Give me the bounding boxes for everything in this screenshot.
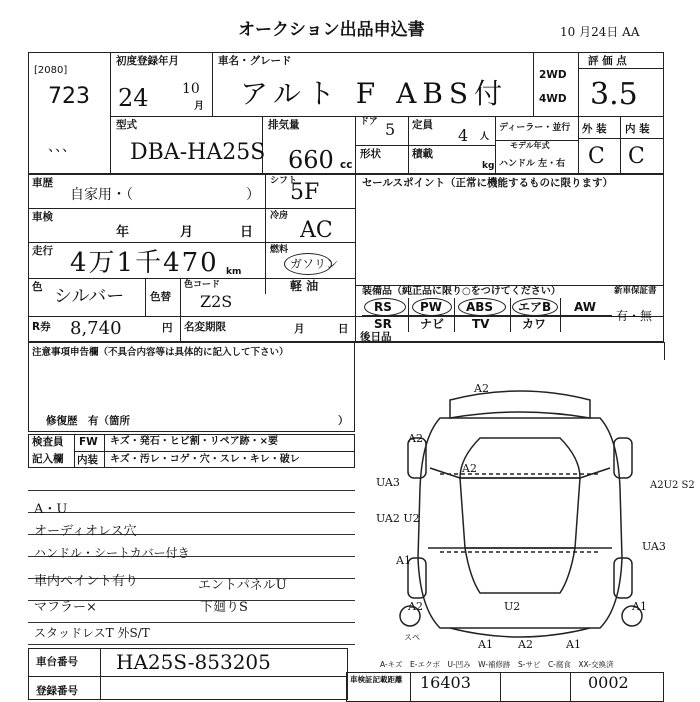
diagram-mark-5: UA2 U2	[376, 512, 420, 525]
mileage-label: 走行	[32, 245, 53, 257]
model-year-label: モデル年式	[510, 141, 550, 150]
equip-navi: ナビ	[420, 317, 445, 331]
grade-label: 評 価 点	[588, 55, 627, 67]
exterior-grade: C	[588, 144, 605, 169]
usage-label: 車歴	[32, 177, 53, 189]
shape-label: 形状	[360, 148, 381, 160]
inspector-int-text: キズ・汚レ・コゲ・穴・スレ・キレ・破レ	[110, 454, 300, 465]
usage-value: 自家用・（	[70, 187, 133, 203]
diagram-mark-6: A1	[396, 554, 411, 567]
equip-abs: ABS	[466, 300, 494, 314]
sheet-date: 10 月24日 AA	[560, 25, 640, 39]
equip-aw: AW	[574, 300, 596, 314]
equip-circle-airbag	[512, 298, 558, 316]
lot-id: [2080]	[34, 65, 68, 76]
shift-label: シフト	[270, 176, 298, 186]
capacity-unit: 人	[480, 132, 490, 142]
interior-label: 内 装	[625, 123, 650, 135]
2wd-label: 2WD	[539, 69, 567, 81]
note-right-2: 下廻りS	[200, 600, 248, 615]
mileage-value: 4万1千470	[70, 248, 219, 278]
recycle-unit: 円	[162, 322, 173, 334]
shift-value: 5F	[290, 180, 320, 205]
grade-value: 3.5	[590, 77, 638, 112]
dealer-label: ディーラー・並行	[499, 123, 571, 133]
aircon-value: AC	[300, 218, 333, 243]
model-label: 型式	[116, 119, 137, 131]
name-change-label: 名変期限	[184, 321, 226, 333]
load-label: 積載	[412, 148, 433, 160]
sheet-title: オークション出品申込書	[238, 20, 425, 40]
recycle-label: R券	[32, 321, 51, 333]
inspection-day: 日	[240, 225, 254, 240]
reg-no-label: 登録番号	[36, 685, 78, 697]
equip-rs: RS	[374, 300, 392, 314]
equipment-grid	[362, 298, 612, 332]
warranty-label: 新車保証書	[614, 286, 657, 296]
displacement-label: 排気量	[268, 119, 300, 131]
caution-label: 注意事項申告欄（不具合内容等は具体的に記入して下さい）	[32, 347, 289, 358]
equip-pw: PW	[420, 300, 443, 314]
chassis-label: 車台番号	[36, 656, 78, 668]
note-5: マフラー×	[34, 600, 97, 615]
first-reg-month: 10	[182, 81, 200, 97]
inspection-year: 年	[116, 225, 130, 240]
footer-label-1: 車検証記載距離	[350, 675, 403, 684]
diagram-legend: A-キズ E-エクボ U-凹み W-補修跡 S-サビ C-腐食 XX-交換済	[380, 660, 614, 669]
footer-value-2: 0002	[588, 673, 629, 692]
displacement-value: 660	[288, 146, 334, 174]
inspector-entry-label: 記入欄	[32, 453, 64, 465]
recycle-value: 8,740	[70, 318, 122, 339]
inspection-month: 月	[180, 225, 194, 240]
model-value: DBA-HA25S	[130, 140, 266, 165]
repair-close: ）	[338, 415, 349, 427]
mileage-unit: km	[226, 267, 242, 277]
equip-leather: カワ	[522, 317, 547, 331]
first-reg-month-suffix: 月	[194, 101, 204, 112]
displacement-unit: cc	[340, 159, 353, 171]
fuel-gasoline: ガソリン	[290, 257, 339, 271]
diagram-mark-13: A2	[518, 638, 533, 651]
diagram-mark-8: A2U2 S2	[650, 480, 695, 491]
usage-close: ）	[246, 187, 260, 203]
car-damage-diagram	[370, 378, 695, 668]
equip-circle-rs	[364, 298, 406, 316]
inspector-label: 検査員	[32, 436, 64, 448]
equipment-label: 装備品（純正品に限り○をつけてください）	[362, 286, 561, 297]
diagram-mark-10: U2	[504, 600, 521, 613]
diagram-mark-1: A2	[474, 382, 489, 395]
note-2: オーディオレス穴	[34, 524, 137, 539]
chassis-value: HA25S-853205	[116, 650, 271, 674]
color-change-label: 色替	[150, 291, 171, 303]
diagram-mark-12: A1	[478, 638, 493, 651]
inspector-fw: FW	[79, 436, 98, 448]
model-marks: 、、、	[48, 139, 76, 155]
note-4: 車内ペイント有り	[34, 574, 139, 589]
fuel-gasoline-circle	[284, 253, 332, 275]
door-value: 5	[385, 120, 396, 139]
equip-sr: SR	[374, 317, 392, 331]
door-label: ドア	[360, 117, 378, 127]
fuel-label: 燃料	[270, 245, 289, 255]
note-right-1: エントパネルU	[198, 578, 287, 593]
aircon-label: 冷房	[270, 211, 289, 221]
name-change-day: 日	[338, 323, 349, 335]
color-code-label: 色コード	[184, 280, 221, 290]
sales-point-label: セールスポイント（正常に機能するものに限ります）	[362, 177, 614, 189]
equip-tv: TV	[472, 317, 490, 331]
repair-label: 修復歴 有（箇所	[46, 415, 130, 427]
name-change-month: 月	[294, 323, 305, 335]
diagram-mark-4: UA3	[376, 476, 400, 489]
inspection-label: 車検	[32, 211, 53, 223]
color-value: シルバー	[54, 286, 125, 307]
color-label: 色	[32, 281, 43, 293]
exterior-label: 外 装	[582, 123, 607, 135]
equip-circle-pw	[412, 298, 452, 316]
car-name-label: 車名・グレード	[218, 55, 292, 67]
note-6: スタッドレスT 外S/T	[34, 626, 150, 640]
diagram-mark-3: A2	[462, 462, 477, 475]
first-reg-year: 24	[118, 84, 149, 112]
fuel-diesel: 軽 油	[290, 279, 319, 293]
diagram-mark-9: A2	[408, 600, 423, 613]
warranty-value: 有・無	[616, 309, 653, 323]
equip-airbag: エアB	[518, 300, 552, 314]
diagram-mark-11: A1	[632, 600, 647, 613]
first-reg-label: 初度登録年月	[116, 55, 179, 67]
capacity-label: 定員	[412, 119, 433, 131]
footer-value-1: 16403	[420, 673, 471, 692]
color-code-value: Z2S	[200, 292, 233, 311]
note-1: A・U	[34, 502, 68, 517]
diagram-mark-14: A1	[566, 638, 581, 651]
handle-label: ハンドル 左・右	[499, 159, 566, 169]
capacity-value: 4	[458, 126, 469, 145]
diagram-mark-2: A2	[408, 432, 423, 445]
interior-grade: C	[628, 144, 645, 169]
load-unit: kg	[482, 161, 495, 171]
top-block	[28, 52, 664, 174]
4wd-label: 4WD	[539, 93, 567, 105]
inspector-int: 内装	[77, 454, 98, 466]
diagram-mark-15: スペ	[404, 633, 420, 642]
note-3: ハンドル・シートカバー付き	[34, 546, 190, 560]
postscript-label: 後日品	[360, 331, 392, 343]
diagram-mark-7: UA3	[642, 540, 666, 553]
equip-circle-abs	[458, 298, 506, 316]
lot-number: 723	[48, 84, 90, 109]
inspector-fw-text: キズ・発石・ヒビ割・リペア跡・×要	[110, 436, 278, 447]
car-name-value: アルト F ABS付	[240, 77, 509, 110]
